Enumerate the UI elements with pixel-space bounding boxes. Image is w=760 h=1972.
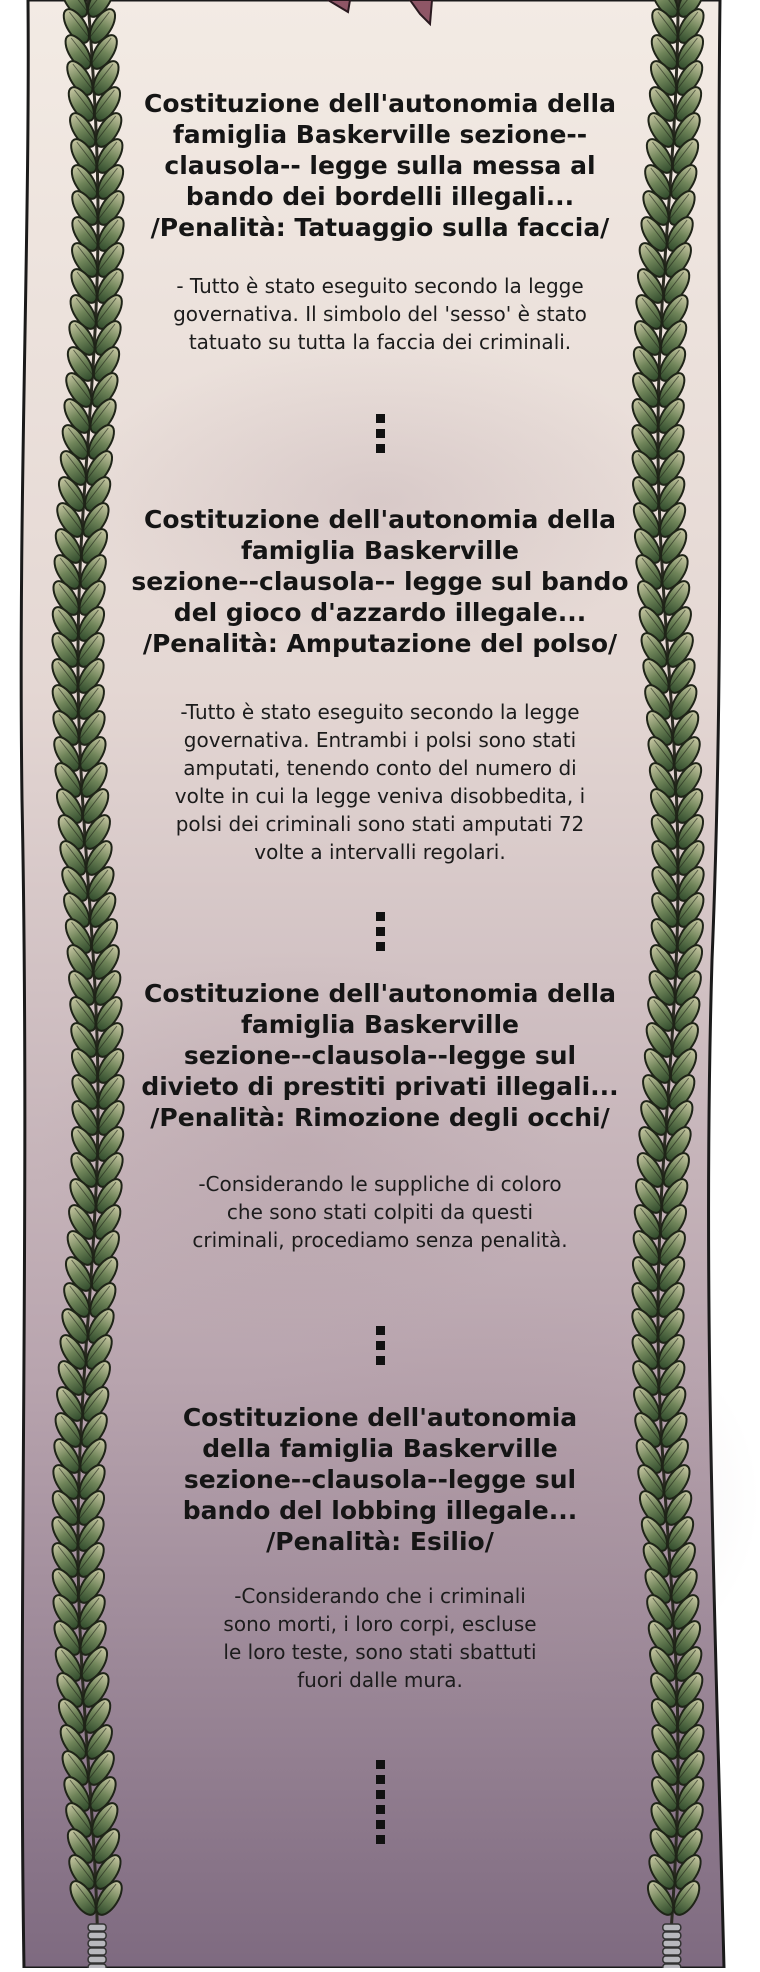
vertical-ellipsis-icon — [370, 912, 390, 957]
article-2-title: Costituzione dell'autonomia della famiglia Baskerville sezione--clausola-- legge sul bando del gioco d'azzardo illegale... /Penalità: Amputazione del polso/ — [131, 505, 629, 658]
vertical-ellipsis-icon — [370, 1760, 390, 1850]
vertical-ellipsis-icon — [370, 1326, 390, 1371]
article-1-title: Costituzione dell'autonomia della famiglia Baskerville sezione-- clausola-- legge sulla messa al bando dei bordelli illegali... /Penalità: Tatuaggio sulla faccia/ — [144, 89, 616, 242]
article-4-title: Costituzione dell'autonomia della famiglia Baskerville sezione--clausola--legge sul bando del lobbing illegale... /Penalità: Esilio/ — [182, 1403, 578, 1556]
article-1-text: - Tutto è stato eseguito secondo la legge governativa. Il simbolo del 'sesso' è stato tatuato su tutta la faccia dei criminali. — [173, 274, 587, 354]
article-4-text: -Considerando che i criminali sono morti, i loro corpi, escluse le loro teste, sono stati sbattuti fuori dalle mura. — [223, 1584, 537, 1692]
vertical-ellipsis-icon — [370, 414, 390, 459]
article-3-text: -Considerando le suppliche di coloro che sono stati colpiti da questi criminali, procediamo senza penalità. — [192, 1172, 568, 1252]
article-3-title: Costituzione dell'autonomia della famiglia Baskerville sezione--clausola--legge sul divieto di prestiti privati illegali... /Penalità: Rimozione degli occhi/ — [141, 979, 619, 1132]
article-2-text: -Tutto è stato eseguito secondo la legge governativa. Entrambi i polsi sono stati amputati, tenendo conto del numero di volte in cui la legge veniva disobbedita, i polsi dei criminali sono stati amputati 72 volte a intervalli regolari. — [174, 700, 586, 864]
